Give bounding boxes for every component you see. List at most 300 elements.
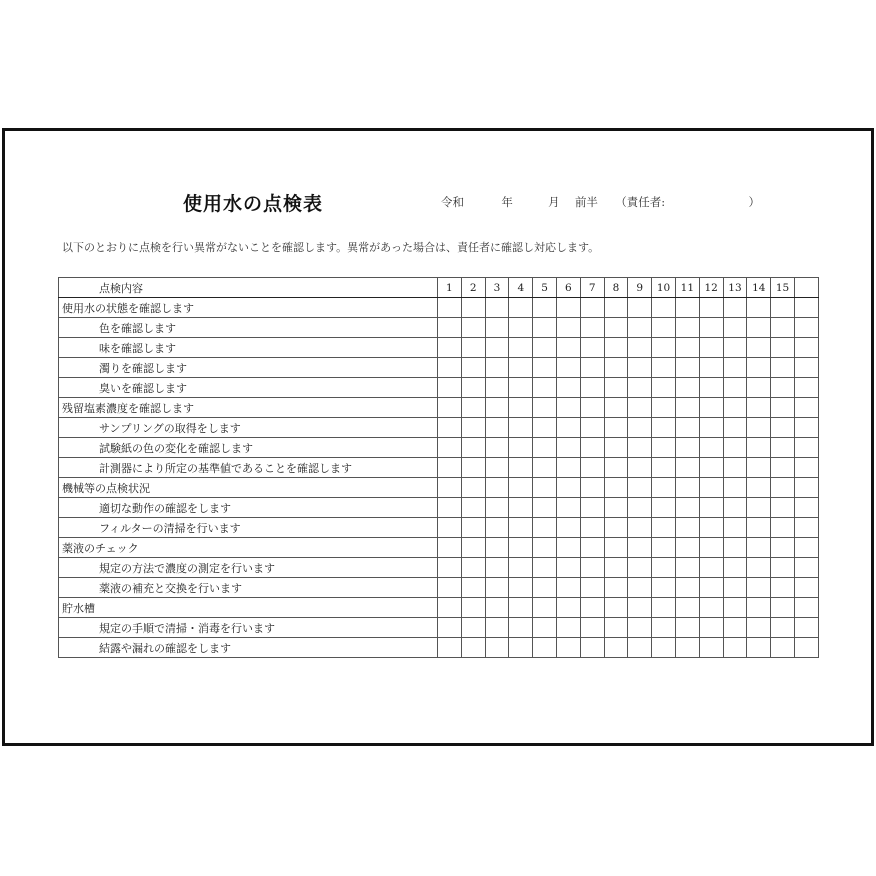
check-cell[interactable]	[438, 618, 462, 638]
check-cell[interactable]	[723, 638, 747, 658]
check-cell[interactable]	[438, 578, 462, 598]
check-cell[interactable]	[747, 498, 771, 518]
check-cell[interactable]	[580, 478, 604, 498]
check-cell[interactable]	[675, 378, 699, 398]
check-cell[interactable]	[723, 618, 747, 638]
check-cell[interactable]	[461, 498, 485, 518]
check-cell[interactable]	[675, 498, 699, 518]
check-cell[interactable]	[604, 478, 628, 498]
check-cell[interactable]	[675, 638, 699, 658]
check-cell[interactable]	[794, 598, 818, 618]
check-cell[interactable]	[675, 538, 699, 558]
check-cell[interactable]	[699, 418, 723, 438]
check-cell[interactable]	[794, 418, 818, 438]
check-cell[interactable]	[604, 598, 628, 618]
check-cell[interactable]	[461, 618, 485, 638]
check-cell[interactable]	[652, 338, 676, 358]
check-cell[interactable]	[675, 478, 699, 498]
check-cell[interactable]	[771, 418, 795, 438]
check-cell[interactable]	[652, 538, 676, 558]
check-cell[interactable]	[771, 358, 795, 378]
check-cell[interactable]	[556, 438, 580, 458]
check-cell[interactable]	[509, 558, 533, 578]
check-cell[interactable]	[509, 298, 533, 318]
check-cell[interactable]	[509, 418, 533, 438]
check-cell[interactable]	[747, 638, 771, 658]
check-cell[interactable]	[509, 458, 533, 478]
check-cell[interactable]	[771, 378, 795, 398]
check-cell[interactable]	[652, 638, 676, 658]
check-cell[interactable]	[556, 378, 580, 398]
check-item-label: 規定の手順で清掃・消毒を行います	[59, 618, 438, 638]
check-cell[interactable]	[485, 618, 509, 638]
check-cell[interactable]	[723, 298, 747, 318]
check-cell[interactable]	[533, 378, 557, 398]
check-cell[interactable]	[771, 438, 795, 458]
check-cell[interactable]	[580, 458, 604, 478]
check-cell[interactable]	[699, 638, 723, 658]
check-cell[interactable]	[533, 498, 557, 518]
check-cell[interactable]	[771, 478, 795, 498]
check-cell[interactable]	[652, 298, 676, 318]
check-cell[interactable]	[509, 578, 533, 598]
check-cell[interactable]	[652, 458, 676, 478]
check-cell[interactable]	[485, 318, 509, 338]
check-cell[interactable]	[723, 418, 747, 438]
check-cell[interactable]	[461, 298, 485, 318]
check-item-label: 使用水の状態を確認します	[59, 298, 438, 318]
check-cell[interactable]	[699, 578, 723, 598]
check-cell[interactable]	[794, 458, 818, 478]
table-row	[59, 358, 819, 378]
check-cell[interactable]	[556, 538, 580, 558]
check-cell[interactable]	[438, 418, 462, 438]
check-cell[interactable]	[556, 518, 580, 538]
check-cell[interactable]	[628, 458, 652, 478]
check-cell[interactable]	[794, 518, 818, 538]
check-cell[interactable]	[747, 598, 771, 618]
check-cell[interactable]	[699, 358, 723, 378]
check-cell[interactable]	[771, 518, 795, 538]
check-cell[interactable]	[509, 398, 533, 418]
check-cell[interactable]	[723, 518, 747, 538]
check-cell[interactable]	[438, 638, 462, 658]
check-cell[interactable]	[509, 358, 533, 378]
check-cell[interactable]	[556, 418, 580, 438]
check-cell[interactable]	[485, 458, 509, 478]
check-cell[interactable]	[604, 618, 628, 638]
check-cell[interactable]	[604, 638, 628, 658]
check-cell[interactable]	[652, 478, 676, 498]
check-cell[interactable]	[604, 378, 628, 398]
check-cell[interactable]	[723, 578, 747, 598]
check-cell[interactable]	[580, 578, 604, 598]
check-cell[interactable]	[438, 458, 462, 478]
check-cell[interactable]	[556, 478, 580, 498]
check-cell[interactable]	[794, 578, 818, 598]
check-cell[interactable]	[747, 398, 771, 418]
check-cell[interactable]	[699, 378, 723, 398]
check-cell[interactable]	[794, 378, 818, 398]
check-cell[interactable]	[485, 418, 509, 438]
check-cell[interactable]	[747, 558, 771, 578]
check-cell[interactable]	[438, 538, 462, 558]
check-cell[interactable]	[580, 498, 604, 518]
check-cell[interactable]	[771, 538, 795, 558]
check-cell[interactable]	[461, 478, 485, 498]
check-cell[interactable]	[580, 418, 604, 438]
check-cell[interactable]	[747, 298, 771, 318]
check-cell[interactable]	[580, 618, 604, 638]
check-cell[interactable]	[699, 598, 723, 618]
category-row	[59, 478, 819, 498]
check-cell[interactable]	[675, 438, 699, 458]
check-cell[interactable]	[533, 598, 557, 618]
check-cell[interactable]	[509, 378, 533, 398]
check-cell[interactable]	[771, 578, 795, 598]
check-cell[interactable]	[438, 598, 462, 618]
check-cell[interactable]	[461, 598, 485, 618]
check-cell[interactable]	[604, 498, 628, 518]
check-cell[interactable]	[509, 618, 533, 638]
day-header: 15	[771, 278, 795, 298]
check-cell[interactable]	[461, 578, 485, 598]
check-cell[interactable]	[794, 498, 818, 518]
check-cell[interactable]	[699, 338, 723, 358]
check-cell[interactable]	[556, 298, 580, 318]
check-cell[interactable]	[747, 618, 771, 638]
check-cell[interactable]	[461, 558, 485, 578]
check-cell[interactable]	[628, 538, 652, 558]
check-cell[interactable]	[652, 418, 676, 438]
check-cell[interactable]	[628, 558, 652, 578]
check-cell[interactable]	[485, 298, 509, 318]
check-cell[interactable]	[699, 498, 723, 518]
check-cell[interactable]	[533, 418, 557, 438]
check-cell[interactable]	[509, 598, 533, 618]
check-cell[interactable]	[485, 358, 509, 378]
check-cell[interactable]	[794, 298, 818, 318]
check-cell[interactable]	[794, 638, 818, 658]
check-cell[interactable]	[485, 638, 509, 658]
check-cell[interactable]	[771, 618, 795, 638]
check-cell[interactable]	[461, 538, 485, 558]
check-cell[interactable]	[461, 418, 485, 438]
check-cell[interactable]	[652, 358, 676, 378]
check-cell[interactable]	[604, 578, 628, 598]
check-cell[interactable]	[628, 378, 652, 398]
check-cell[interactable]	[771, 338, 795, 358]
check-cell[interactable]	[771, 298, 795, 318]
check-cell[interactable]	[604, 538, 628, 558]
check-cell[interactable]	[747, 538, 771, 558]
check-cell[interactable]	[747, 518, 771, 538]
check-cell[interactable]	[652, 618, 676, 638]
check-cell[interactable]	[747, 318, 771, 338]
check-cell[interactable]	[556, 558, 580, 578]
check-cell[interactable]	[628, 518, 652, 538]
check-cell[interactable]	[628, 498, 652, 518]
check-cell[interactable]	[533, 518, 557, 538]
check-cell[interactable]	[771, 498, 795, 518]
check-cell[interactable]	[699, 518, 723, 538]
check-cell[interactable]	[580, 298, 604, 318]
check-cell[interactable]	[485, 498, 509, 518]
check-cell[interactable]	[556, 498, 580, 518]
check-cell[interactable]	[533, 578, 557, 598]
check-cell[interactable]	[580, 438, 604, 458]
check-cell[interactable]	[485, 538, 509, 558]
check-cell[interactable]	[794, 358, 818, 378]
check-cell[interactable]	[580, 638, 604, 658]
check-cell[interactable]	[794, 338, 818, 358]
check-cell[interactable]	[485, 518, 509, 538]
check-cell[interactable]	[580, 338, 604, 358]
check-cell[interactable]	[438, 438, 462, 458]
check-cell[interactable]	[723, 538, 747, 558]
check-cell[interactable]	[652, 578, 676, 598]
check-cell[interactable]	[794, 438, 818, 458]
check-cell[interactable]	[747, 418, 771, 438]
check-cell[interactable]	[556, 318, 580, 338]
check-cell[interactable]	[628, 478, 652, 498]
check-cell[interactable]	[533, 298, 557, 318]
check-cell[interactable]	[628, 418, 652, 438]
check-cell[interactable]	[699, 618, 723, 638]
check-cell[interactable]	[699, 318, 723, 338]
check-cell[interactable]	[675, 518, 699, 538]
check-cell[interactable]	[556, 338, 580, 358]
check-cell[interactable]	[652, 598, 676, 618]
check-cell[interactable]	[461, 398, 485, 418]
check-cell[interactable]	[533, 618, 557, 638]
check-cell[interactable]	[723, 498, 747, 518]
check-cell[interactable]	[628, 638, 652, 658]
check-cell[interactable]	[675, 318, 699, 338]
check-cell[interactable]	[652, 498, 676, 518]
day-header: 9	[628, 278, 652, 298]
check-cell[interactable]	[509, 318, 533, 338]
check-cell[interactable]	[652, 558, 676, 578]
check-cell[interactable]	[509, 518, 533, 538]
check-cell[interactable]	[438, 478, 462, 498]
check-cell[interactable]	[509, 478, 533, 498]
check-cell[interactable]	[461, 518, 485, 538]
check-cell[interactable]	[652, 518, 676, 538]
check-cell[interactable]	[771, 458, 795, 478]
check-cell[interactable]	[652, 398, 676, 418]
check-cell[interactable]	[580, 558, 604, 578]
check-cell[interactable]	[699, 458, 723, 478]
check-cell[interactable]	[628, 318, 652, 338]
check-cell[interactable]	[699, 478, 723, 498]
check-cell[interactable]	[438, 398, 462, 418]
check-cell[interactable]	[580, 538, 604, 558]
check-cell[interactable]	[628, 578, 652, 598]
check-cell[interactable]	[438, 358, 462, 378]
check-cell[interactable]	[509, 638, 533, 658]
check-cell[interactable]	[438, 518, 462, 538]
check-cell[interactable]	[747, 458, 771, 478]
check-cell[interactable]	[438, 318, 462, 338]
check-cell[interactable]	[628, 358, 652, 378]
check-cell[interactable]	[461, 358, 485, 378]
check-cell[interactable]	[580, 378, 604, 398]
check-item-label: 濁りを確認します	[59, 358, 438, 378]
check-cell[interactable]	[747, 358, 771, 378]
check-cell[interactable]	[628, 398, 652, 418]
check-cell[interactable]	[461, 458, 485, 478]
check-cell[interactable]	[604, 558, 628, 578]
check-cell[interactable]	[723, 438, 747, 458]
check-cell[interactable]	[461, 318, 485, 338]
check-cell[interactable]	[604, 518, 628, 538]
check-cell[interactable]	[699, 398, 723, 418]
check-cell[interactable]	[556, 618, 580, 638]
check-cell[interactable]	[509, 498, 533, 518]
check-cell[interactable]	[604, 418, 628, 438]
check-cell[interactable]	[652, 378, 676, 398]
check-cell[interactable]	[533, 318, 557, 338]
check-item-label: 残留塩素濃度を確認します	[59, 398, 438, 418]
check-cell[interactable]	[699, 558, 723, 578]
check-cell[interactable]	[604, 298, 628, 318]
check-cell[interactable]	[556, 398, 580, 418]
check-cell[interactable]	[723, 378, 747, 398]
check-cell[interactable]	[747, 478, 771, 498]
check-cell[interactable]	[533, 538, 557, 558]
check-cell[interactable]	[675, 398, 699, 418]
check-cell[interactable]	[485, 598, 509, 618]
check-cell[interactable]	[652, 438, 676, 458]
check-cell[interactable]	[556, 638, 580, 658]
check-cell[interactable]	[723, 458, 747, 478]
check-cell[interactable]	[461, 638, 485, 658]
check-cell[interactable]	[675, 418, 699, 438]
check-cell[interactable]	[556, 598, 580, 618]
check-cell[interactable]	[628, 618, 652, 638]
check-cell[interactable]	[509, 438, 533, 458]
check-cell[interactable]	[485, 338, 509, 358]
check-cell[interactable]	[794, 618, 818, 638]
check-cell[interactable]	[485, 558, 509, 578]
check-cell[interactable]	[556, 458, 580, 478]
check-cell[interactable]	[438, 378, 462, 398]
check-cell[interactable]	[723, 598, 747, 618]
check-cell[interactable]	[699, 438, 723, 458]
check-cell[interactable]	[675, 578, 699, 598]
check-cell[interactable]	[699, 538, 723, 558]
check-cell[interactable]	[438, 338, 462, 358]
check-cell[interactable]	[438, 558, 462, 578]
check-cell[interactable]	[533, 358, 557, 378]
check-cell[interactable]	[747, 438, 771, 458]
check-cell[interactable]	[533, 338, 557, 358]
check-cell[interactable]	[533, 458, 557, 478]
check-cell[interactable]	[485, 478, 509, 498]
check-cell[interactable]	[723, 478, 747, 498]
check-cell[interactable]	[485, 398, 509, 418]
check-cell[interactable]	[533, 398, 557, 418]
check-cell[interactable]	[723, 358, 747, 378]
check-cell[interactable]	[580, 358, 604, 378]
check-cell[interactable]	[628, 438, 652, 458]
check-cell[interactable]	[461, 338, 485, 358]
check-cell[interactable]	[533, 438, 557, 458]
check-cell[interactable]	[438, 298, 462, 318]
check-cell[interactable]	[723, 398, 747, 418]
check-cell[interactable]	[794, 398, 818, 418]
check-cell[interactable]	[699, 298, 723, 318]
check-cell[interactable]	[438, 498, 462, 518]
check-cell[interactable]	[461, 378, 485, 398]
check-cell[interactable]	[675, 598, 699, 618]
check-cell[interactable]	[771, 318, 795, 338]
check-cell[interactable]	[771, 558, 795, 578]
check-cell[interactable]	[794, 318, 818, 338]
table-row	[59, 458, 819, 478]
check-cell[interactable]	[604, 398, 628, 418]
check-cell[interactable]	[723, 318, 747, 338]
check-cell[interactable]	[533, 558, 557, 578]
check-cell[interactable]	[675, 618, 699, 638]
check-cell[interactable]	[747, 338, 771, 358]
check-cell[interactable]	[628, 598, 652, 618]
check-cell[interactable]	[604, 318, 628, 338]
check-cell[interactable]	[485, 578, 509, 598]
check-item-label: 薬液の補充と交換を行います	[59, 578, 438, 598]
check-cell[interactable]	[604, 458, 628, 478]
check-cell[interactable]	[628, 338, 652, 358]
check-cell[interactable]	[604, 358, 628, 378]
check-cell[interactable]	[771, 598, 795, 618]
check-cell[interactable]	[675, 558, 699, 578]
check-cell[interactable]	[675, 338, 699, 358]
check-cell[interactable]	[580, 398, 604, 418]
check-cell[interactable]	[723, 558, 747, 578]
check-cell[interactable]	[794, 538, 818, 558]
check-cell[interactable]	[580, 318, 604, 338]
check-cell[interactable]	[675, 358, 699, 378]
check-cell[interactable]	[461, 438, 485, 458]
check-cell[interactable]	[723, 338, 747, 358]
check-cell[interactable]	[509, 338, 533, 358]
check-cell[interactable]	[485, 378, 509, 398]
check-cell[interactable]	[580, 598, 604, 618]
check-cell[interactable]	[747, 378, 771, 398]
check-cell[interactable]	[675, 298, 699, 318]
table-row	[59, 498, 819, 518]
check-cell[interactable]	[556, 358, 580, 378]
check-cell[interactable]	[485, 438, 509, 458]
check-cell[interactable]	[604, 438, 628, 458]
check-cell[interactable]	[747, 578, 771, 598]
check-cell[interactable]	[652, 318, 676, 338]
check-item-label: 味を確認します	[59, 338, 438, 358]
check-cell[interactable]	[604, 338, 628, 358]
check-cell[interactable]	[628, 298, 652, 318]
check-cell[interactable]	[675, 458, 699, 478]
check-cell[interactable]	[771, 638, 795, 658]
check-cell[interactable]	[533, 478, 557, 498]
check-cell[interactable]	[556, 578, 580, 598]
check-cell[interactable]	[580, 518, 604, 538]
check-cell[interactable]	[533, 638, 557, 658]
check-cell[interactable]	[771, 398, 795, 418]
check-cell[interactable]	[509, 538, 533, 558]
check-cell[interactable]	[794, 558, 818, 578]
check-cell[interactable]	[794, 478, 818, 498]
